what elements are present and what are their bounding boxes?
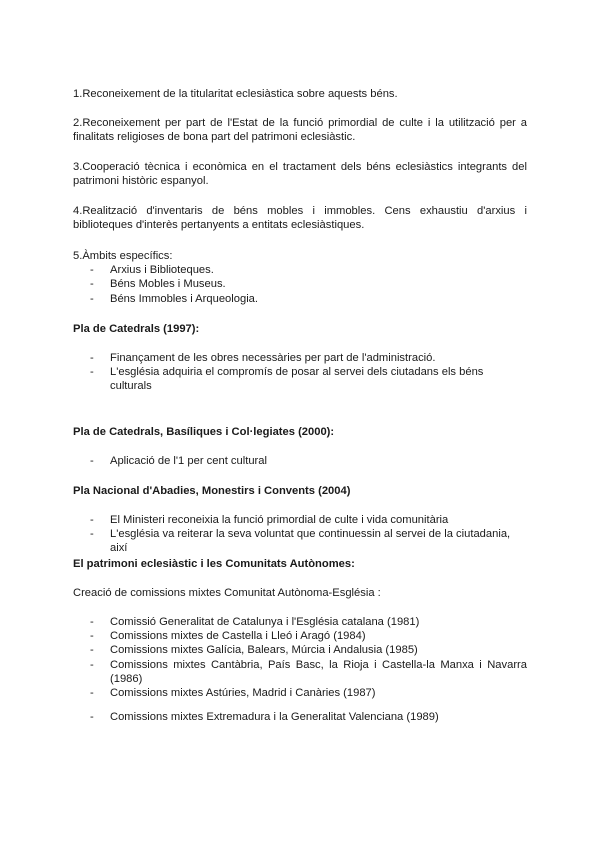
point-1: 1.Reconeixement de la titularitat eclesiàstica sobre aquests béns.: [73, 88, 398, 100]
pla-abadies-list: [73, 513, 527, 556]
list-item: - Comissió Generalitat de Catalunya i l'Església catalana (1981): [73, 615, 527, 629]
point-2: 2.Reconeixement per part de l'Estat de la funció primordial de culte i la utilització per a finalitats religioses de bona part del patrimoni eclesiàstic.: [73, 117, 527, 144]
list-item: - Comissions mixtes de Castella i Lleó i Aragó (1984): [73, 629, 527, 643]
comunitats-list-last: [73, 710, 527, 724]
ambits-list: [73, 263, 527, 306]
list-item: - Arxius i Biblioteques.: [73, 263, 527, 277]
list-item: - L'església va reiterar la seva voluntat que continuessin al servei de la ciutadania, així: [73, 527, 527, 555]
ambits-section: [73, 249, 527, 306]
comunitats-intro: Creació de comissions mixtes Comunitat Autònoma-Església :: [73, 587, 381, 599]
list-item: - Finançament de les obres necessàries per part de l'administració.: [73, 351, 527, 365]
list-item: - El Ministeri reconeixia la funció primordial de culte i vida comunitària: [73, 513, 527, 527]
pla-basiliques-heading: Pla de Catedrals, Basíliques i Col·legiates (2000):: [73, 426, 335, 438]
point-3: 3.Cooperació tècnica i econòmica en el tractament dels béns eclesiàstics integrants del patrimoni històric espanyol.: [73, 161, 527, 188]
pla-catedrals-list: [73, 351, 527, 394]
pla-abadies-heading: Pla Nacional d'Abadies, Monestirs i Convents (2004): [73, 485, 351, 497]
list-item: - Aplicació de l'1 per cent cultural: [73, 454, 527, 468]
list-item: - Comissions mixtes Extremadura i la Generalitat Valenciana (1989): [73, 710, 527, 724]
ambits-title: 5.Àmbits específics:: [73, 250, 173, 262]
pla-catedrals-heading: Pla de Catedrals (1997):: [73, 323, 200, 335]
list-item: - Béns Mobles i Museus.: [73, 277, 527, 291]
list-item: - L'església adquiria el compromís de posar al servei dels ciutadans els béns culturals: [73, 365, 527, 393]
list-item: - Comissions mixtes Cantàbria, País Basc, la Rioja i Castella-la Manxa i Navarra (1986): [73, 658, 527, 686]
comunitats-list: [73, 615, 527, 700]
point-4: 4.Realització d'inventaris de béns mobles i immobles. Cens exhaustiu d'arxius i biblioteques d'interès pertanyents a entitats eclesiàstiques.: [73, 205, 527, 232]
list-item: - Béns Immobles i Arqueologia.: [73, 292, 527, 306]
list-item: - Comissions mixtes Galícia, Balears, Múrcia i Andalusia (1985): [73, 643, 527, 657]
comunitats-heading: El patrimoni eclesiàstic i les Comunitats Autònomes:: [73, 558, 355, 570]
pla-basiliques-list: [73, 454, 527, 468]
list-item: - Comissions mixtes Astúries, Madrid i Canàries (1987): [73, 686, 527, 700]
